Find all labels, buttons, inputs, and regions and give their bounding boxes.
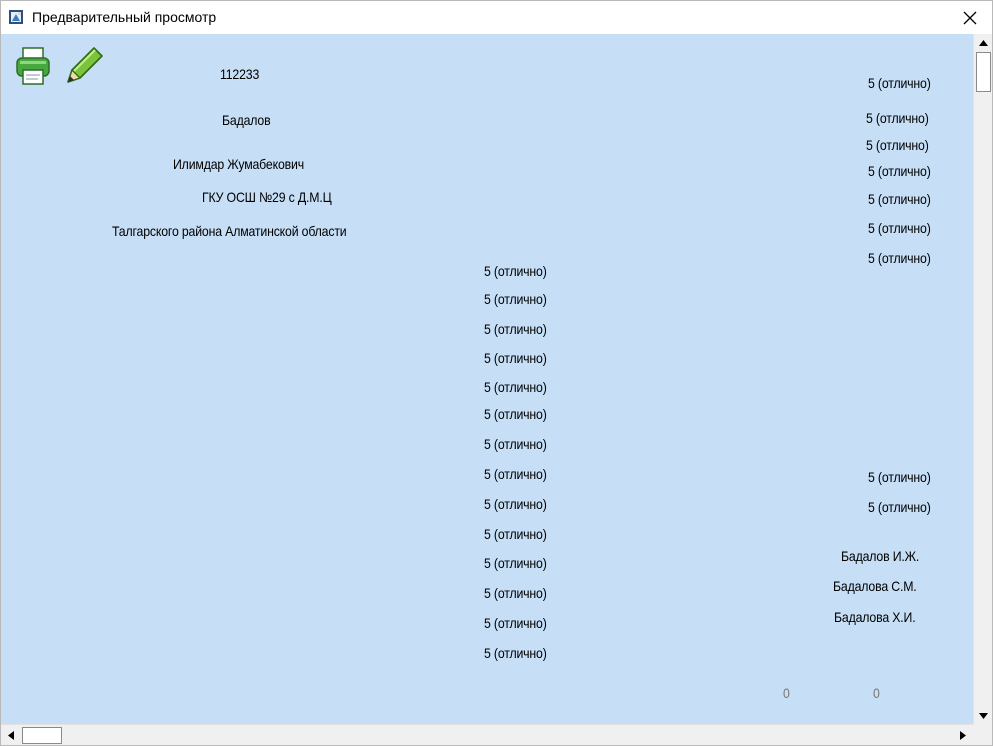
grade-value: 5 (отлично): [484, 466, 547, 482]
grade-value: 5 (отлично): [868, 250, 931, 266]
grade-value: 5 (отлично): [484, 406, 547, 422]
close-button[interactable]: [947, 1, 992, 34]
app-icon: [8, 9, 24, 25]
report-code: 112233: [220, 66, 260, 82]
grade-value: 5 (отлично): [868, 469, 931, 485]
school-name: ГКУ ОСШ №29 с Д.М.Ц: [202, 189, 332, 205]
preview-area: [1, 34, 973, 724]
student-surname: Бадалов: [222, 112, 271, 128]
grade-value: 5 (отлично): [868, 499, 931, 515]
horizontal-scroll-thumb[interactable]: [22, 727, 62, 744]
student-name-patronymic: Илимдар Жумабекович: [173, 156, 304, 172]
scroll-left-button[interactable]: [1, 725, 21, 746]
grade-value: 5 (отлично): [866, 137, 929, 153]
grade-value: 5 (отлично): [484, 263, 547, 279]
scroll-right-button[interactable]: [953, 725, 973, 746]
window-title: Предварительный просмотр: [32, 9, 217, 25]
grade-value: 5 (отлично): [866, 110, 929, 126]
grade-value: 5 (отлично): [484, 615, 547, 631]
triangle-left-icon: [8, 731, 14, 740]
grade-value: 5 (отлично): [484, 350, 547, 366]
vertical-scrollbar[interactable]: [973, 34, 992, 724]
school-district: Талгарского района Алматинской области: [112, 223, 347, 239]
total-value: 0: [873, 685, 880, 701]
vertical-scroll-thumb[interactable]: [976, 52, 991, 92]
grade-value: 5 (отлично): [484, 321, 547, 337]
triangle-down-icon: [979, 713, 988, 719]
scroll-up-button[interactable]: [974, 34, 993, 51]
title-bar: [1, 1, 992, 34]
grade-value: 5 (отлично): [484, 585, 547, 601]
scrollbar-corner: [973, 724, 992, 745]
grade-value: 5 (отлично): [868, 75, 931, 91]
triangle-right-icon: [960, 731, 966, 740]
signatory-name: Бадалова Х.И.: [834, 609, 916, 625]
grade-value: 5 (отлично): [868, 191, 931, 207]
scroll-down-button[interactable]: [974, 707, 993, 724]
total-value: 0: [783, 685, 790, 701]
triangle-up-icon: [979, 40, 988, 46]
grade-value: 5 (отлично): [868, 163, 931, 179]
grade-value: 5 (отлично): [484, 436, 547, 452]
grade-value: 5 (отлично): [484, 555, 547, 571]
horizontal-scrollbar[interactable]: [1, 724, 973, 745]
edit-button[interactable]: [62, 42, 106, 88]
close-icon: [963, 11, 977, 25]
grade-value: 5 (отлично): [868, 220, 931, 236]
grade-value: 5 (отлично): [484, 291, 547, 307]
grade-value: 5 (отлично): [484, 496, 547, 512]
grade-value: 5 (отлично): [484, 379, 547, 395]
grade-value: 5 (отлично): [484, 526, 547, 542]
print-button[interactable]: [14, 46, 52, 88]
printer-icon: [14, 46, 52, 88]
grade-value: 5 (отлично): [484, 645, 547, 661]
signatory-name: Бадалов И.Ж.: [841, 548, 920, 564]
signatory-name: Бадалова С.М.: [833, 578, 917, 594]
pencil-icon: [62, 42, 106, 88]
